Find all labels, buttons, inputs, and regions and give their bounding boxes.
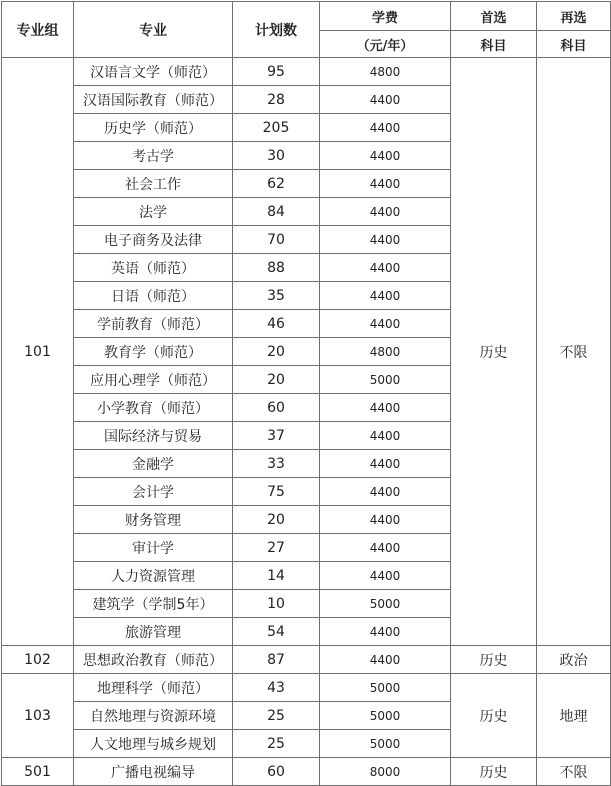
second-subject-cell: 地理	[537, 674, 611, 758]
major-name-cell: 地理科学（师范）	[74, 674, 233, 702]
header-fee-top: 学费	[320, 2, 451, 31]
header-plan: 计划数	[233, 2, 320, 58]
tuition-fee-cell: 4400	[320, 254, 451, 282]
major-name-cell: 电子商务及法律	[74, 226, 233, 254]
tuition-fee-cell: 4400	[320, 198, 451, 226]
plan-count-cell: 60	[233, 758, 320, 786]
major-name-cell: 自然地理与资源环境	[74, 702, 233, 730]
major-name-cell: 思想政治教育（师范）	[74, 646, 233, 674]
tuition-fee-cell: 5000	[320, 702, 451, 730]
tuition-fee-cell: 4400	[320, 142, 451, 170]
tuition-fee-cell: 4400	[320, 114, 451, 142]
plan-count-cell: 27	[233, 534, 320, 562]
tuition-fee-cell: 4400	[320, 86, 451, 114]
major-name-cell: 金融学	[74, 450, 233, 478]
plan-count-cell: 20	[233, 366, 320, 394]
major-name-cell: 广播电视编导	[74, 758, 233, 786]
table-row	[2, 58, 611, 86]
tuition-fee-cell: 4400	[320, 170, 451, 198]
major-name-cell: 人力资源管理	[74, 562, 233, 590]
first-subject-cell: 历史	[451, 758, 537, 786]
plan-count-cell: 25	[233, 702, 320, 730]
group-id-cell: 501	[2, 758, 74, 786]
tuition-fee-cell: 4400	[320, 646, 451, 674]
plan-count-cell: 30	[233, 142, 320, 170]
plan-count-cell: 84	[233, 198, 320, 226]
tuition-fee-cell: 4800	[320, 338, 451, 366]
major-name-cell: 财务管理	[74, 506, 233, 534]
major-name-cell: 应用心理学（师范）	[74, 366, 233, 394]
first-subject-cell: 历史	[451, 674, 537, 758]
tuition-fee-cell: 4400	[320, 562, 451, 590]
header-first-top: 首选	[451, 2, 537, 31]
group-id-cell: 102	[2, 646, 74, 674]
tuition-fee-cell: 4400	[320, 618, 451, 646]
plan-count-cell: 20	[233, 506, 320, 534]
plan-count-cell: 70	[233, 226, 320, 254]
plan-count-cell: 33	[233, 450, 320, 478]
major-name-cell: 审计学	[74, 534, 233, 562]
plan-count-cell: 43	[233, 674, 320, 702]
header-second-bottom: 科目	[537, 31, 611, 58]
plan-count-cell: 10	[233, 590, 320, 618]
plan-count-cell: 25	[233, 730, 320, 758]
plan-count-cell: 54	[233, 618, 320, 646]
major-name-cell: 汉语国际教育（师范）	[74, 86, 233, 114]
tuition-fee-cell: 4400	[320, 534, 451, 562]
table-row	[2, 646, 611, 674]
plan-count-cell: 35	[233, 282, 320, 310]
major-name-cell: 旅游管理	[74, 618, 233, 646]
tuition-fee-cell: 4800	[320, 58, 451, 86]
second-subject-cell: 不限	[537, 58, 611, 646]
major-name-cell: 建筑学（学制5年）	[74, 590, 233, 618]
table-row	[2, 674, 611, 702]
major-name-cell: 教育学（师范）	[74, 338, 233, 366]
group-id-cell: 101	[2, 58, 74, 646]
plan-count-cell: 75	[233, 478, 320, 506]
enrollment-plan-table	[1, 1, 611, 786]
tuition-fee-cell: 4400	[320, 394, 451, 422]
plan-count-cell: 205	[233, 114, 320, 142]
tuition-fee-cell: 4400	[320, 450, 451, 478]
tuition-fee-cell: 5000	[320, 674, 451, 702]
tuition-fee-cell: 5000	[320, 366, 451, 394]
major-name-cell: 社会工作	[74, 170, 233, 198]
major-name-cell: 小学教育（师范）	[74, 394, 233, 422]
table-row	[2, 758, 611, 786]
major-name-cell: 学前教育（师范）	[74, 310, 233, 338]
tuition-fee-cell: 4400	[320, 310, 451, 338]
plan-count-cell: 95	[233, 58, 320, 86]
major-name-cell: 法学	[74, 198, 233, 226]
tuition-fee-cell: 4400	[320, 506, 451, 534]
plan-count-cell: 88	[233, 254, 320, 282]
header-first-bottom: 科目	[451, 31, 537, 58]
second-subject-cell: 不限	[537, 758, 611, 786]
tuition-fee-cell: 5000	[320, 590, 451, 618]
plan-count-cell: 28	[233, 86, 320, 114]
major-name-cell: 英语（师范）	[74, 254, 233, 282]
tuition-fee-cell: 5000	[320, 730, 451, 758]
tuition-fee-cell: 4400	[320, 282, 451, 310]
tuition-fee-cell: 8000	[320, 758, 451, 786]
header-major: 专业	[74, 2, 233, 58]
tuition-fee-cell: 4400	[320, 422, 451, 450]
major-name-cell: 日语（师范）	[74, 282, 233, 310]
plan-count-cell: 87	[233, 646, 320, 674]
plan-count-cell: 60	[233, 394, 320, 422]
header-fee-bottom: （元/年）	[320, 31, 451, 58]
major-name-cell: 人文地理与城乡规划	[74, 730, 233, 758]
plan-count-cell: 46	[233, 310, 320, 338]
header-second-top: 再选	[537, 2, 611, 31]
major-name-cell: 汉语言文学（师范）	[74, 58, 233, 86]
major-name-cell: 考古学	[74, 142, 233, 170]
first-subject-cell: 历史	[451, 646, 537, 674]
plan-count-cell: 62	[233, 170, 320, 198]
tuition-fee-cell: 4400	[320, 226, 451, 254]
plan-count-cell: 37	[233, 422, 320, 450]
plan-count-cell: 14	[233, 562, 320, 590]
header-group: 专业组	[2, 2, 74, 58]
table-body	[2, 58, 611, 786]
first-subject-cell: 历史	[451, 58, 537, 646]
major-name-cell: 历史学（师范）	[74, 114, 233, 142]
second-subject-cell: 政治	[537, 646, 611, 674]
tuition-fee-cell: 4400	[320, 478, 451, 506]
plan-count-cell: 20	[233, 338, 320, 366]
group-id-cell: 103	[2, 674, 74, 758]
major-name-cell: 国际经济与贸易	[74, 422, 233, 450]
major-name-cell: 会计学	[74, 478, 233, 506]
